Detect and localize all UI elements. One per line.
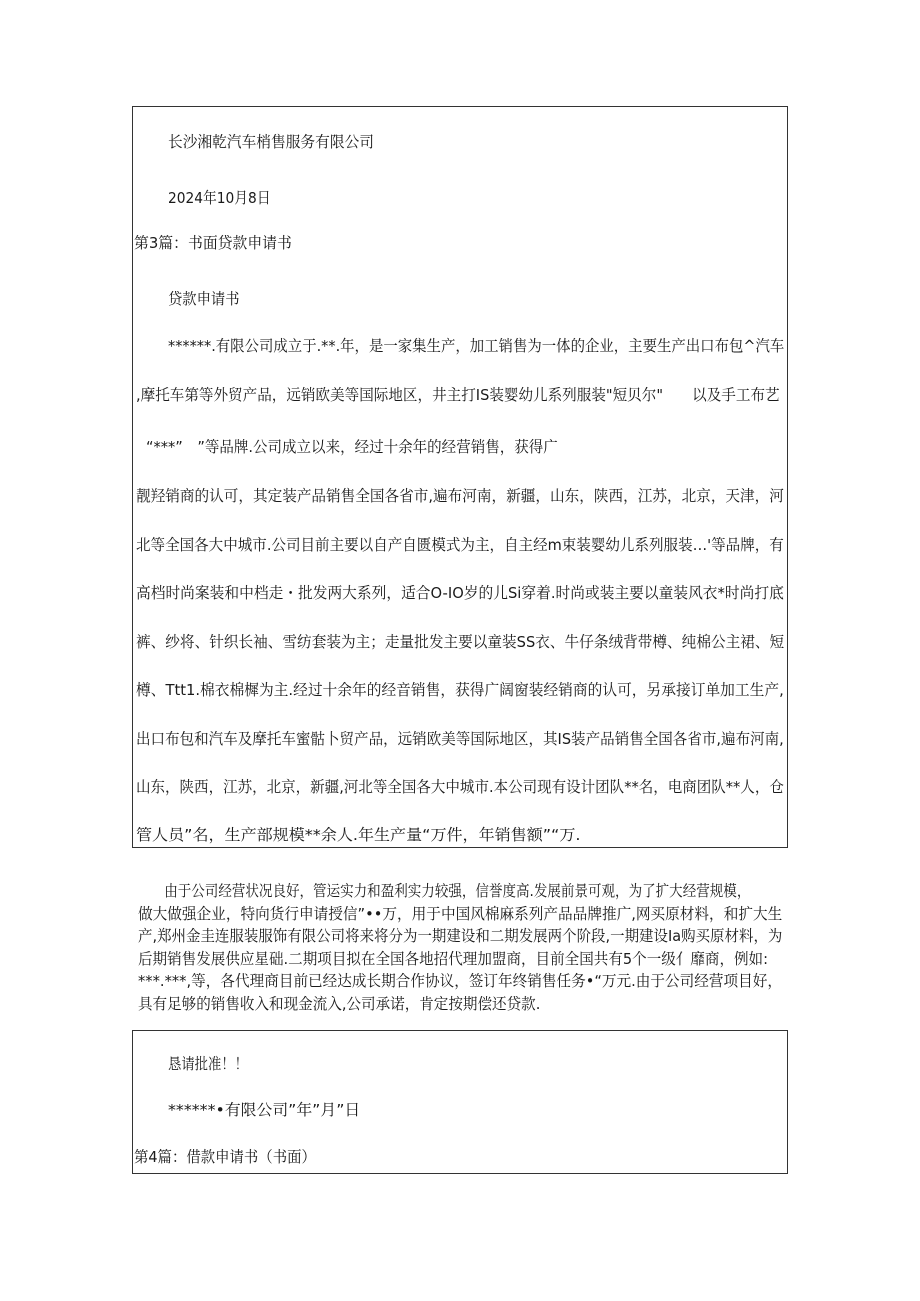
body-line: ******.有限公司成立于.**.年，是一家集生产，加工销售为一体的企业，主要生产出口布包^汽车 (168, 337, 785, 355)
body-line: ,摩托车第等外贸产品，远销欧美等国际地区，井主打IS装婴幼儿系列服装"短贝尔" 以及手工布艺 (136, 386, 780, 404)
middle-paragraph (138, 880, 788, 1016)
body-line: 樽、Ttt1.棉衣棉樨为主.经过十余年的经音销售，获得广阔窗装经销商的认可，另承接订单加工生产, (136, 681, 784, 699)
section-heading-3: 第3篇：书面贷款申请书 (134, 234, 292, 252)
body-line: 北等全国各大中城市.公司目前主要以自产自匮模式为主，自主经m束装婴幼儿系列服装…'等品牌，有 (136, 536, 784, 554)
paragraph-line: 做大做强企业，特向货行申请授信”••万，用于中国风棉麻系列产品品牌推广,网买原材料，和扩大生 (138, 904, 783, 923)
approval-request: 恳请批准！！ (168, 1055, 249, 1073)
body-line: “***” ”等品牌.公司成立以来，经过十余年的经营销售，获得广 (146, 438, 558, 456)
section-heading-4: 第4篇：借款申请书（书面） (134, 1148, 316, 1166)
company-name: 长沙湘乾汽车梢售服务有限公司 (168, 133, 375, 151)
paragraph-line: 产,郑州金圭连服装服饰有限公司将来将分为一期建设和二期发展两个阶段,一期建设Ia购买原材料，为 (138, 927, 783, 946)
body-line: 裤、纱将、针织长袖、雪纺套装为主；走量批发主要以童装SS衣、牛仔条绒背带樽、纯棉公主裙、短 (136, 633, 785, 651)
application-title: 贷款申请书 (168, 290, 240, 308)
body-line: 靓羟销商的认可，其定装产品销售全国各省市,遍布河南，新疆，山东，陕西，江苏，北京，天津，河 (136, 487, 784, 505)
paragraph-line: 由于公司经营状况良好，管运实力和盈利实力较强，信誉度高.发展前景可观，为了扩大经营规模， (164, 882, 751, 900)
paragraph-line: 后期销售发展供应星础.二期项目拟在全国各地招代理加盟商，目前全国共有5个一级亻靡商，例如: (138, 949, 769, 968)
paragraph-line: 具有足够的销售收入和现金流入,公司承诺，肯定按期偿还贷款. (138, 994, 541, 1013)
paragraph-line: ***.***,等，各代理商目前已经达成长期合作协议，签订年终销售任务•“万元.由于公司经营项目好， (138, 972, 782, 991)
body-line: 高档时尚案装和中档走・批发两大系列，适合O-IO岁的儿Si穿着.时尚或装主要以童装风衣*时尚打底 (136, 584, 784, 602)
body-line: 出口布包和汽车及摩托车蜜骷卜贸产品，远销欧美等国际地区，其IS装产品销售全国各省市,遍布河南, (136, 730, 784, 748)
body-line: 山东，陕西，江苏，北京，新疆,河北等全国各大中城市.本公司现有设计团队**名，电商团队**人，仓 (136, 778, 784, 796)
signature-line: ******•有限公司”年”月”日 (168, 1101, 361, 1119)
body-line: 管人员”名，生产部规模**余人.年生产量“万件，年销售额”“万. (136, 826, 581, 844)
date-line: 2024年10月8日 (168, 189, 271, 207)
